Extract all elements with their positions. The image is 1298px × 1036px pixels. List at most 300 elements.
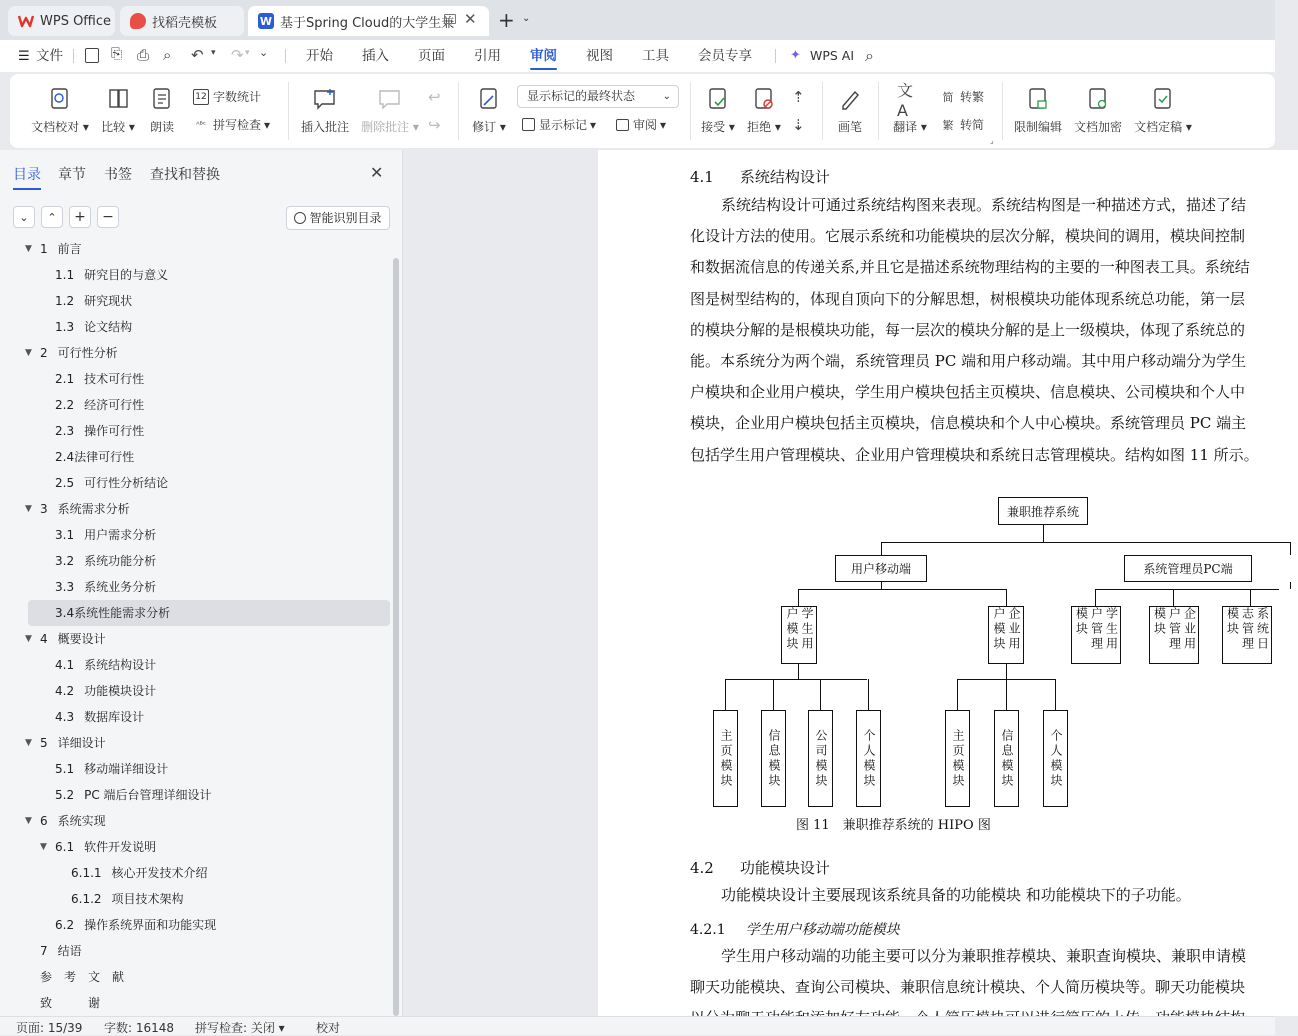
- menu-divider: [775, 49, 776, 63]
- compare-button[interactable]: 比较 ▾: [96, 74, 140, 135]
- text-line: 图是树型结构的，体现自顶向下的分解思想，树根模块功能体现系统总功能，第一层: [690, 289, 1246, 308]
- ribbon-divider: [288, 82, 289, 140]
- pen-icon: [837, 86, 863, 112]
- pen-label: 画笔: [837, 120, 862, 134]
- ribbon-divider: [1002, 82, 1003, 140]
- toc-item-text: 软件开发说明: [84, 840, 157, 854]
- connector-line: [1095, 589, 1096, 606]
- chevron-down-icon: ⌄: [19, 210, 29, 224]
- toc-item-text: 2.4法律可行性: [55, 450, 135, 464]
- connector-line: [725, 679, 726, 710]
- read-aloud-icon: [149, 86, 175, 112]
- toc-item[interactable]: [28, 288, 390, 314]
- remove-heading-button[interactable]: [97, 206, 119, 228]
- diagram-student-child-node: 主页模块: [713, 710, 738, 807]
- translate-icon: 文A: [897, 81, 914, 120]
- toc-item[interactable]: [28, 652, 390, 678]
- diagram-pc-child-node: 系统日志管理模块: [1222, 606, 1272, 664]
- menu-insert[interactable]: 插入: [362, 48, 389, 64]
- heading-4-2-1: [690, 919, 900, 939]
- expand-caret-icon[interactable]: ▼: [40, 842, 47, 852]
- undo-icon[interactable]: ↶: [191, 46, 204, 64]
- diagram-company-child-node: 主页模块: [945, 710, 970, 807]
- chevron-up-icon: ⌃: [47, 210, 57, 224]
- text-line: 和数据流信息的传递关系,并且它是描述系统物理结构的主要的一种图表工具。系统结: [690, 258, 1250, 277]
- ribbon-divider: [690, 82, 691, 140]
- toc-item-text: 研究目的与意义: [84, 268, 169, 282]
- toc-item-label: [40, 808, 106, 834]
- toc-item-text: 经济可行性: [84, 398, 145, 412]
- pen-button[interactable]: [832, 74, 868, 135]
- toc-item-number: 3.3: [55, 580, 75, 594]
- diagram-student-child-node: 信息模块: [761, 710, 786, 807]
- toc-item[interactable]: [25, 236, 390, 262]
- heading-4-2: [690, 857, 830, 878]
- document-area: [404, 150, 1275, 1016]
- status-bar: [0, 1016, 1275, 1035]
- delete-comment-button: 删除批注 ▾: [358, 74, 422, 135]
- paragraph-function-modules: 功能模块设计主要展现该系统具备的功能模块 和功能模块下的子功能。: [721, 886, 1191, 904]
- heading-number: 4.1: [690, 168, 714, 186]
- connector-line: [1006, 589, 1007, 606]
- toc-item-label: [55, 548, 156, 574]
- toc-item-text: 可行性分析: [57, 346, 118, 360]
- toc-item-text: 用户需求分析: [84, 528, 157, 542]
- tab-label: 找稻壳模板: [152, 15, 218, 31]
- figure-caption: 图 11 兼职推荐系统的 HIPO 图: [796, 818, 991, 833]
- text-line: 模块，企业用户模块包括主页模块，信息模块和个人中心模块。系统管理员 PC 端主: [690, 414, 1247, 433]
- tab-label: WPS Office: [40, 13, 112, 29]
- chevron-down-icon: ⌄: [662, 91, 671, 102]
- toc-item-number: 1.3: [55, 320, 75, 334]
- toc-item[interactable]: [28, 938, 390, 964]
- close-icon[interactable]: ✕: [464, 10, 477, 28]
- panel-tab-chapters[interactable]: 章节: [58, 167, 86, 183]
- menu-review[interactable]: 审阅: [530, 40, 557, 72]
- toc-item-text: 研究现状: [84, 294, 133, 308]
- toc-item-label: [40, 236, 82, 262]
- toc-item-number: 5.2: [55, 788, 75, 802]
- revise-label: 修订: [472, 120, 497, 134]
- restrict-edit-button[interactable]: [1010, 74, 1066, 135]
- title-bar: [0, 0, 1275, 40]
- toc-item[interactable]: [28, 444, 390, 470]
- spell-check-button[interactable]: ᴬᴮᶜ 拼写检查 ▾: [193, 116, 270, 133]
- review-pane-button[interactable]: 审阅 ▾: [616, 116, 666, 133]
- encrypt-label: 文档加密: [1073, 120, 1122, 134]
- restrict-edit-label: 限制编辑: [1013, 120, 1062, 134]
- word-count-status[interactable]: 字数: 16148: [104, 1021, 175, 1035]
- toc-list: [0, 244, 400, 1016]
- spell-check-icon: ᴬᴮᶜ: [196, 120, 206, 129]
- toc-item-label: [55, 678, 156, 704]
- reject-icon: [751, 86, 777, 112]
- toc-item-text: 技术可行性: [84, 372, 145, 386]
- compare-label: 比较: [101, 120, 126, 134]
- toc-item[interactable]: [28, 990, 390, 1016]
- toc-item-label: [55, 600, 170, 626]
- accept-button[interactable]: 接受 ▾: [696, 74, 740, 135]
- tab-wps-office[interactable]: [8, 6, 115, 36]
- toc-item-text: 项目技术架构: [111, 892, 184, 906]
- print-preview-icon[interactable]: ⌕: [163, 46, 172, 64]
- connector-line: [798, 664, 799, 679]
- toc-item-number: 4.2: [55, 684, 75, 698]
- toc-item-label: [55, 470, 168, 496]
- toc-item-text: 概要设计: [57, 632, 106, 646]
- toc-item[interactable]: [28, 860, 390, 886]
- expand-caret-icon[interactable]: ▼: [25, 816, 32, 826]
- close-icon[interactable]: ✕: [370, 163, 384, 182]
- translate-label: 翻译: [893, 120, 918, 134]
- toc-item[interactable]: [25, 496, 390, 522]
- toc-item-text: 核心开发技术介绍: [111, 866, 208, 880]
- to-simplified-button[interactable]: [940, 116, 984, 133]
- toc-item-label: [71, 860, 208, 886]
- redo-menu-icon: ▾: [245, 48, 250, 58]
- print-icon[interactable]: ⎙: [137, 46, 150, 64]
- collapse-all-button[interactable]: [13, 206, 35, 228]
- toc-item-label: [55, 704, 144, 730]
- text-line: 学生用户移动端的功能主要可以分为兼职推荐模块、兼职查询模块、兼职申请模: [721, 947, 1247, 965]
- expand-corner-icon[interactable]: ⌟: [990, 136, 994, 145]
- docer-logo-icon: [130, 13, 146, 29]
- spell-check-status[interactable]: 拼写检查: 关闭 ▾: [195, 1021, 285, 1035]
- to-traditional-button[interactable]: [940, 88, 984, 105]
- toc-item-number: 2.3: [55, 424, 75, 438]
- undo-menu-icon[interactable]: ▾: [211, 48, 216, 58]
- diagram-student-child-node: 公司模块: [808, 710, 833, 807]
- diagram-mobile-node: 用户移动端: [835, 555, 927, 582]
- toc-item-label: [40, 990, 100, 1016]
- restrict-edit-icon: [1025, 86, 1051, 112]
- word-count-label: 字数统计: [213, 90, 262, 104]
- toc-item-number: 6.1.1: [71, 866, 102, 880]
- toc-item-label: [55, 756, 168, 782]
- toc-item[interactable]: [28, 392, 390, 418]
- document-page: [598, 150, 1298, 1016]
- chevron-down-icon[interactable]: ⌄: [522, 13, 531, 24]
- wps-ai-icon[interactable]: ✦: [790, 48, 801, 63]
- read-aloud-label: 朗读: [149, 120, 174, 134]
- insert-comment-button[interactable]: [298, 74, 352, 135]
- smart-toc-icon: [294, 212, 306, 224]
- encrypt-icon: [1085, 86, 1111, 112]
- toc-item-number: 3.2: [55, 554, 75, 568]
- toc-item-label: [40, 938, 82, 964]
- menu-bar: [0, 40, 1275, 72]
- ribbon-divider: [458, 82, 459, 140]
- more-chevron-icon[interactable]: ⌄: [259, 46, 269, 59]
- toc-item-number: 1: [40, 242, 48, 256]
- markup-select[interactable]: [517, 85, 679, 108]
- toc-item-label: [40, 730, 106, 756]
- toc-item-number: 7: [40, 944, 48, 958]
- menu-file[interactable]: 文件: [36, 48, 63, 64]
- menu-tools[interactable]: 工具: [642, 48, 669, 64]
- wps-logo-icon: [18, 13, 34, 29]
- connector-line: [881, 582, 882, 589]
- connector-line: [1006, 664, 1007, 679]
- plus-icon: +: [74, 209, 86, 225]
- revise-icon: [476, 86, 502, 112]
- toc-item-text: 移动端详细设计: [84, 762, 169, 776]
- monitor-icon[interactable]: [444, 14, 456, 24]
- toc-item-number: 6.1: [55, 840, 75, 854]
- panel-tab-toc[interactable]: 目录: [13, 164, 41, 184]
- expand-caret-icon[interactable]: ▼: [25, 348, 32, 358]
- toc-item-number: 6.1.2: [71, 892, 102, 906]
- connector-line: [868, 679, 869, 710]
- toc-item-label: [55, 782, 212, 808]
- simplified-icon: 繁: [942, 118, 954, 132]
- toc-item-label: [40, 496, 130, 522]
- finalize-button[interactable]: 文档定稿 ▾: [1130, 74, 1196, 135]
- panel-tab-find-replace[interactable]: 查找和替换: [150, 167, 220, 183]
- toc-item-number: 4: [40, 632, 48, 646]
- expand-caret-icon[interactable]: ▼: [25, 504, 32, 514]
- word-count-button[interactable]: [193, 88, 261, 105]
- connector-line: [798, 589, 799, 606]
- toc-item[interactable]: [25, 340, 390, 366]
- expand-up-button[interactable]: [41, 206, 63, 228]
- toc-item-number: 4.3: [55, 710, 75, 724]
- toc-item-text: 论文结构: [84, 320, 133, 334]
- spell-check-label: 拼写检查: [213, 118, 262, 132]
- menu-page[interactable]: 页面: [418, 48, 445, 64]
- review-ribbon: [10, 74, 1275, 148]
- connector-line: [1173, 589, 1174, 606]
- toc-item-text: 3.4系统性能需求分析: [55, 606, 171, 620]
- traditional-icon: 简: [942, 90, 954, 104]
- text-line: 化设计方法的使用。它展示系统和功能模块的层次分解，模块间的调用，模块间控制: [690, 227, 1246, 246]
- connector-line: [957, 679, 958, 710]
- panel-tab-bookmarks[interactable]: 书签: [104, 167, 132, 183]
- next-change-icon[interactable]: ⇣: [792, 116, 805, 134]
- toc-item-text: 操作可行性: [84, 424, 145, 438]
- menu-view[interactable]: 视图: [586, 48, 613, 64]
- toc-item[interactable]: [28, 912, 390, 938]
- spell-check-status-label: 拼写检查: 关闭: [195, 1021, 275, 1035]
- tab-docer[interactable]: [120, 6, 244, 36]
- prev-change-icon[interactable]: ⇡: [792, 88, 805, 106]
- markup-select-value: 显示标记的最终状态: [527, 89, 636, 103]
- connector-line: [1290, 582, 1291, 589]
- menu-divider: [73, 49, 74, 63]
- expand-caret-icon[interactable]: ▼: [25, 738, 32, 748]
- toc-item-text: 数据库设计: [84, 710, 145, 724]
- expand-caret-icon[interactable]: ▼: [25, 244, 32, 254]
- heading-text: 系统结构设计: [739, 168, 830, 186]
- toc-item-text: 系统功能分析: [84, 554, 157, 568]
- toc-item[interactable]: [28, 886, 390, 912]
- menu-member[interactable]: 会员专享: [698, 48, 752, 64]
- toc-item-label: [55, 652, 156, 678]
- compare-icon: [105, 86, 131, 112]
- review-pane-icon: [616, 119, 629, 131]
- ribbon-divider: [822, 82, 823, 140]
- toc-item[interactable]: [25, 626, 390, 652]
- toc-item[interactable]: [28, 678, 390, 704]
- toc-item[interactable]: [28, 782, 390, 808]
- connector-line: [820, 679, 821, 710]
- toc-item-number: 3.1: [55, 528, 75, 542]
- show-markup-label: 显示标记: [539, 118, 588, 132]
- toc-item-text: 系统业务分析: [84, 580, 157, 594]
- insert-comment-icon: [312, 86, 338, 112]
- prev-comment-icon: ↩: [428, 88, 441, 106]
- delete-comment-icon: [377, 86, 403, 112]
- connector-line: [1250, 589, 1251, 606]
- menu-divider: [285, 49, 286, 63]
- connector-line: [881, 542, 1291, 543]
- diagram-pc-child-node: 企业用户管理模块: [1149, 606, 1199, 664]
- revise-button[interactable]: 修订 ▾: [466, 74, 512, 135]
- redo-icon: ↷: [231, 46, 244, 64]
- finalize-label: 文档定稿: [1134, 120, 1183, 134]
- tab-document[interactable]: [248, 6, 489, 36]
- review-pane-label: 审阅: [633, 118, 658, 132]
- toc-item[interactable]: [28, 470, 390, 496]
- connector-line: [725, 679, 867, 680]
- connector-line: [798, 589, 1007, 590]
- save-icon[interactable]: [85, 48, 99, 63]
- toc-item[interactable]: [28, 262, 390, 288]
- diagram-company-node: 企业用户模块: [988, 606, 1024, 664]
- text-line: 能。本系统分为两个端，系统管理员 PC 端和用户移动端。其中用户移动端分为学生: [690, 352, 1247, 370]
- toc-item-text: 系统实现: [57, 814, 106, 828]
- toc-item[interactable]: [25, 730, 390, 756]
- expand-caret-icon[interactable]: ▼: [25, 634, 32, 644]
- diagram-root-node: 兼职推荐系统: [998, 497, 1088, 525]
- toc-item-number: 2.2: [55, 398, 75, 412]
- heading-text: 学生用户移动端功能模块: [745, 922, 900, 938]
- toc-item[interactable]: [25, 808, 390, 834]
- finalize-icon: [1150, 86, 1176, 112]
- toc-item-number: 1.1: [55, 268, 75, 282]
- hamburger-icon[interactable]: ☰: [18, 49, 30, 64]
- toc-item-number: 6: [40, 814, 48, 828]
- ribbon-divider: [878, 82, 879, 140]
- text-line: 户模块和企业用户模块，学生用户模块包括主页模块、信息模块、公司模块和个人中: [690, 383, 1246, 402]
- toc-item-label: [55, 418, 144, 444]
- minus-icon: −: [102, 209, 114, 225]
- toc-item-label: [55, 574, 156, 600]
- menu-start[interactable]: 开始: [306, 48, 333, 64]
- reject-button[interactable]: 拒绝 ▾: [742, 74, 786, 135]
- page-indicator[interactable]: 页面: 15/39: [16, 1021, 83, 1035]
- add-heading-button[interactable]: [69, 206, 91, 228]
- toc-item[interactable]: [28, 418, 390, 444]
- toc-item-label: [55, 288, 132, 314]
- text-line: 聊天功能模块、查询公司模块、兼职信息统计模块、个人简历模块等。聊天功能模块: [690, 978, 1246, 997]
- toc-item-number: 2.5: [55, 476, 75, 490]
- toc-item[interactable]: [28, 834, 390, 860]
- word-doc-icon: W: [259, 14, 273, 28]
- toc-item-number: 2: [40, 346, 48, 360]
- search-icon[interactable]: ⌕: [865, 46, 874, 65]
- proof-status[interactable]: 校对: [316, 1021, 341, 1035]
- toc-item-number: 5: [40, 736, 48, 750]
- translate-button[interactable]: 文A 翻译 ▾: [893, 81, 927, 134]
- toc-item[interactable]: [28, 756, 390, 782]
- diagram-student-child-node: 个人模块: [856, 710, 881, 807]
- toc-item-text: 功能模块设计: [84, 684, 157, 698]
- next-comment-icon: ↪: [428, 116, 441, 134]
- toc-item[interactable]: [28, 548, 390, 574]
- text-line: 系统结构设计可通过系统结构图来表现。系统结构图是一种描述方式，描述了结: [721, 196, 1247, 214]
- toc-item-number: 2.1: [55, 372, 75, 386]
- toc-item-label: [55, 522, 156, 548]
- toc-item-number: 1.2: [55, 294, 75, 308]
- toc-item-text: PC 端后台管理详细设计: [84, 788, 212, 802]
- toc-item[interactable]: [28, 964, 390, 990]
- connector-line: [881, 542, 882, 555]
- proofread-icon: [47, 86, 73, 112]
- toc-item-label: [55, 444, 134, 470]
- toc-scrollbar[interactable]: [393, 258, 399, 1016]
- read-aloud-button[interactable]: [144, 74, 180, 135]
- toc-item-text: 系统需求分析: [57, 502, 130, 516]
- diagram-student-node: 学生用户模块: [781, 606, 817, 664]
- toc-item[interactable]: [28, 366, 390, 392]
- menu-reference[interactable]: 引用: [474, 48, 501, 64]
- smart-toc-button[interactable]: [286, 206, 390, 230]
- toc-item-text: 系统结构设计: [84, 658, 157, 672]
- toc-item-text: 操作系统界面和功能实现: [84, 918, 217, 932]
- toc-item-label: [55, 392, 144, 418]
- tab-label: 基于Spring Cloud的大学生兼: [280, 15, 455, 31]
- toc-item-label: [55, 834, 156, 860]
- connector-line: [1095, 589, 1279, 590]
- show-markup-button[interactable]: 显示标记 ▾: [522, 116, 596, 133]
- proofread-button[interactable]: 文档校对 ▾: [28, 74, 92, 135]
- diagram-pc-node: 系统管理员PC端: [1124, 555, 1252, 582]
- smart-toc-label: 智能识别目录: [309, 211, 382, 225]
- toc-item-label: [40, 340, 118, 366]
- toc-item[interactable]: [28, 522, 390, 548]
- connector-line: [1006, 679, 1007, 710]
- text-line: 包括学生用户管理模块、企业用户管理模块和系统日志管理模块。结构如图 11 所示。: [690, 445, 1259, 464]
- share-icon[interactable]: ⎘: [111, 46, 123, 62]
- connector-line: [1055, 679, 1056, 710]
- toc-item[interactable]: [28, 574, 390, 600]
- proofread-label: 文档校对: [31, 120, 80, 134]
- heading-4-1: [690, 166, 830, 187]
- to-traditional-label: 转繁: [960, 90, 985, 104]
- diagram-pc-child-node: 学生用户管理模块: [1071, 606, 1121, 664]
- toc-item-number: 5.1: [55, 762, 75, 776]
- heading-number: 4.2: [690, 859, 714, 877]
- toc-item[interactable]: [28, 600, 390, 626]
- toc-item-label: [55, 262, 168, 288]
- toc-item-text: 参 考 文 献: [40, 970, 125, 984]
- reject-label: 拒绝: [747, 120, 772, 134]
- toc-item-text: 详细设计: [57, 736, 106, 750]
- toc-item[interactable]: [28, 314, 390, 340]
- heading-text: 功能模块设计: [739, 859, 830, 877]
- toc-item[interactable]: [28, 704, 390, 730]
- toc-item-number: 6.2: [55, 918, 75, 932]
- new-tab-icon[interactable]: +: [498, 8, 515, 32]
- toc-item-label: [40, 964, 124, 990]
- toc-item-label: [40, 626, 106, 652]
- encrypt-button[interactable]: [1070, 74, 1126, 135]
- toc-item-text: 可行性分析结论: [84, 476, 169, 490]
- toc-item-label: [55, 314, 132, 340]
- menu-wps-ai[interactable]: WPS AI: [810, 48, 855, 63]
- delete-comment-label: 删除批注: [361, 120, 410, 134]
